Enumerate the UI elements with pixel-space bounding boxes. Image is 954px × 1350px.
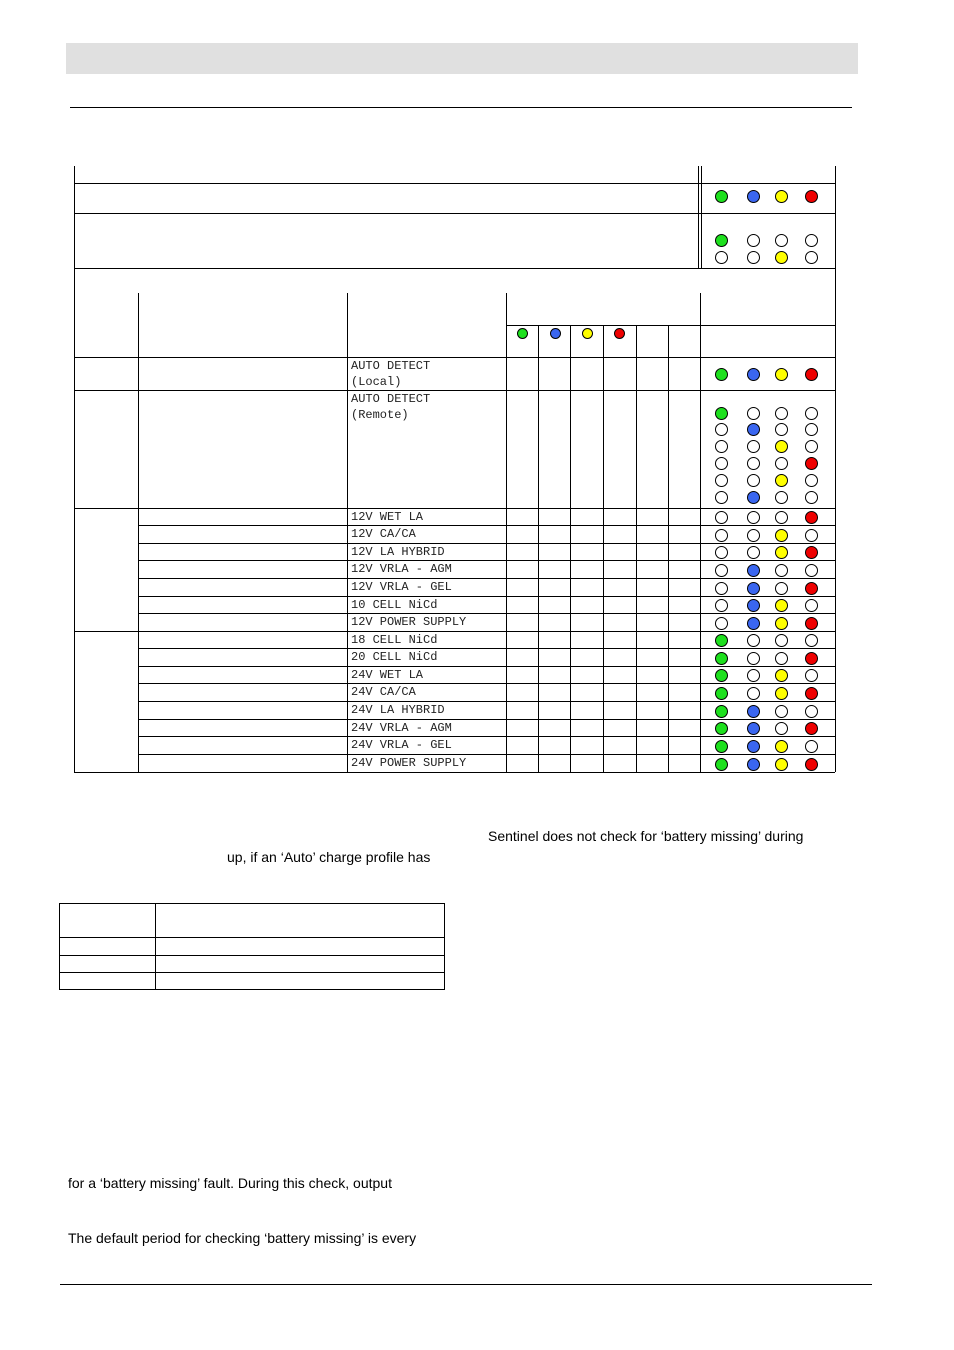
body-text-line: for a ‘battery missing’ fault. During this check, output: [68, 1175, 392, 1191]
led-yellow-icon: [775, 474, 788, 487]
led-red-icon: [805, 582, 818, 595]
led-off-icon: [805, 669, 818, 682]
footer-rule: [60, 1284, 872, 1285]
led-red-icon: [805, 190, 818, 203]
led-blue-icon: [747, 705, 760, 718]
led-off-icon: [747, 457, 760, 470]
table-rule-h: [506, 325, 835, 326]
led-blue-icon: [747, 368, 760, 381]
led-off-icon: [715, 564, 728, 577]
led-off-icon: [747, 687, 760, 700]
led-off-icon: [747, 529, 760, 542]
led-off-icon: [715, 599, 728, 612]
profile-label: 12V WET LA: [351, 510, 424, 524]
table-rule-h: [138, 754, 835, 755]
led-blue-icon: [747, 740, 760, 753]
led-green-icon: [715, 705, 728, 718]
led-off-icon: [805, 474, 818, 487]
led-off-icon: [775, 234, 788, 247]
led-off-icon: [747, 440, 760, 453]
led-green-icon: [715, 234, 728, 247]
led-green-icon: [715, 758, 728, 771]
led-red-icon: [805, 652, 818, 665]
table-rule-v: [698, 166, 699, 269]
profile-label: 12V LA HYBRID: [351, 545, 445, 559]
led-yellow-icon: [775, 758, 788, 771]
body-text-line: Sentinel does not check for ‘battery missing’ during: [488, 828, 804, 844]
led-red-icon: [805, 546, 818, 559]
header-rule: [70, 107, 852, 108]
profile-label: 20 CELL NiCd: [351, 650, 438, 664]
led-blue-icon: [747, 758, 760, 771]
led-red-icon: [805, 758, 818, 771]
led-off-icon: [805, 440, 818, 453]
led-yellow-icon: [775, 669, 788, 682]
led-yellow-icon: [775, 740, 788, 753]
led-green-icon: [715, 407, 728, 420]
table-rule-v: [603, 325, 604, 772]
led-off-icon: [805, 529, 818, 542]
profile-label: 12V CA/CA: [351, 527, 416, 541]
led-yellow-icon: [775, 687, 788, 700]
led-off-icon: [805, 251, 818, 264]
led-off-icon: [747, 669, 760, 682]
led-off-icon: [715, 491, 728, 504]
led-green-icon: [715, 669, 728, 682]
led-off-icon: [805, 234, 818, 247]
table-rule-h: [138, 525, 835, 526]
led-red-icon: [805, 687, 818, 700]
table-rule-h: [138, 596, 835, 597]
table-rule-h: [74, 213, 835, 214]
table-rule-h: [74, 772, 835, 773]
led-off-icon: [747, 511, 760, 524]
led-green-icon: [715, 652, 728, 665]
table-rule-h: [74, 268, 835, 269]
table-rule-h: [59, 955, 444, 956]
led-yellow-icon: [775, 251, 788, 264]
table-rule-v: [636, 325, 637, 772]
led-off-icon: [747, 634, 760, 647]
led-green-icon: [715, 368, 728, 381]
table-rule-h: [138, 613, 835, 614]
led-off-icon: [805, 491, 818, 504]
led-off-icon: [715, 251, 728, 264]
led-yellow-icon: [775, 190, 788, 203]
led-off-icon: [805, 423, 818, 436]
profile-label: 12V VRLA - AGM: [351, 562, 452, 576]
table-rule-h: [74, 183, 835, 184]
table-rule-h: [138, 683, 835, 684]
led-off-icon: [747, 407, 760, 420]
table-rule-h: [138, 736, 835, 737]
led-off-icon: [805, 564, 818, 577]
profile-label: 24V WET LA: [351, 668, 424, 682]
led-off-icon: [775, 511, 788, 524]
led-off-icon: [805, 705, 818, 718]
profile-label: 24V VRLA - AGM: [351, 721, 452, 735]
table-rule-v: [444, 903, 445, 990]
led-off-icon: [805, 599, 818, 612]
led-yellow-icon: [775, 368, 788, 381]
profile-label: 24V LA HYBRID: [351, 703, 445, 717]
led-red-icon: [614, 328, 625, 339]
led-blue-icon: [550, 328, 561, 339]
led-blue-icon: [747, 190, 760, 203]
led-green-icon: [715, 722, 728, 735]
led-off-icon: [715, 423, 728, 436]
table-rule-h: [138, 578, 835, 579]
led-blue-icon: [747, 564, 760, 577]
led-yellow-icon: [775, 529, 788, 542]
led-off-icon: [805, 634, 818, 647]
table-rule-h: [59, 903, 444, 904]
led-blue-icon: [747, 722, 760, 735]
table-rule-h: [138, 666, 835, 667]
led-off-icon: [715, 474, 728, 487]
led-off-icon: [775, 407, 788, 420]
led-yellow-icon: [775, 546, 788, 559]
led-off-icon: [715, 529, 728, 542]
led-off-icon: [775, 491, 788, 504]
led-off-icon: [747, 546, 760, 559]
led-red-icon: [805, 722, 818, 735]
body-text-line: The default period for checking ‘battery missing’ is every: [68, 1230, 417, 1246]
profile-label: 24V VRLA - GEL: [351, 738, 452, 752]
led-yellow-icon: [775, 617, 788, 630]
led-yellow-icon: [775, 440, 788, 453]
table-rule-h: [74, 390, 835, 391]
body-text-line: up, if an ‘Auto’ charge profile has: [227, 849, 431, 865]
led-red-icon: [805, 617, 818, 630]
led-blue-icon: [747, 491, 760, 504]
led-off-icon: [775, 634, 788, 647]
led-blue-icon: [747, 599, 760, 612]
led-red-icon: [805, 457, 818, 470]
table-rule-h: [138, 648, 835, 649]
table-rule-v: [74, 166, 75, 772]
profile-label: 18 CELL NiCd: [351, 633, 438, 647]
led-off-icon: [775, 582, 788, 595]
led-off-icon: [747, 234, 760, 247]
table-rule-v: [155, 903, 156, 990]
profile-label: 12V VRLA - GEL: [351, 580, 452, 594]
led-red-icon: [805, 368, 818, 381]
table-rule-h: [59, 937, 444, 938]
table-rule-h: [138, 719, 835, 720]
profile-label: AUTO DETECT (Remote): [351, 392, 431, 422]
led-off-icon: [805, 740, 818, 753]
led-yellow-icon: [582, 328, 593, 339]
led-blue-icon: [747, 423, 760, 436]
led-off-icon: [775, 457, 788, 470]
led-blue-icon: [747, 617, 760, 630]
table-rule-v: [538, 325, 539, 772]
led-off-icon: [715, 511, 728, 524]
table-rule-v: [701, 166, 702, 269]
led-off-icon: [715, 457, 728, 470]
led-off-icon: [775, 564, 788, 577]
led-green-icon: [715, 634, 728, 647]
table-rule-h: [138, 543, 835, 544]
led-off-icon: [747, 251, 760, 264]
table-rule-h: [59, 972, 444, 973]
profile-label: AUTO DETECT (Local): [351, 359, 431, 389]
page-header-bar: [66, 43, 858, 74]
table-rule-v: [570, 325, 571, 772]
led-off-icon: [715, 617, 728, 630]
table-rule-h: [138, 701, 835, 702]
table-rule-v: [835, 166, 836, 772]
led-off-icon: [715, 546, 728, 559]
profile-label: 24V CA/CA: [351, 685, 416, 699]
table-rule-h: [138, 560, 835, 561]
table-rule-h: [74, 631, 835, 632]
led-off-icon: [775, 652, 788, 665]
led-blue-icon: [747, 582, 760, 595]
profile-label: 10 CELL NiCd: [351, 598, 438, 612]
table-rule-v: [59, 903, 60, 990]
led-off-icon: [775, 705, 788, 718]
led-yellow-icon: [775, 599, 788, 612]
led-green-icon: [715, 190, 728, 203]
table-rule-h: [59, 989, 444, 990]
led-green-icon: [715, 687, 728, 700]
led-off-icon: [715, 582, 728, 595]
led-off-icon: [747, 652, 760, 665]
led-red-icon: [805, 511, 818, 524]
led-off-icon: [805, 407, 818, 420]
led-off-icon: [775, 722, 788, 735]
led-off-icon: [747, 474, 760, 487]
led-green-icon: [715, 740, 728, 753]
led-off-icon: [775, 423, 788, 436]
table-rule-h: [74, 357, 835, 358]
profile-label: 24V POWER SUPPLY: [351, 756, 467, 770]
table-rule-v: [668, 325, 669, 772]
table-rule-h: [74, 508, 835, 509]
led-off-icon: [715, 440, 728, 453]
led-green-icon: [517, 328, 528, 339]
profile-label: 12V POWER SUPPLY: [351, 615, 467, 629]
